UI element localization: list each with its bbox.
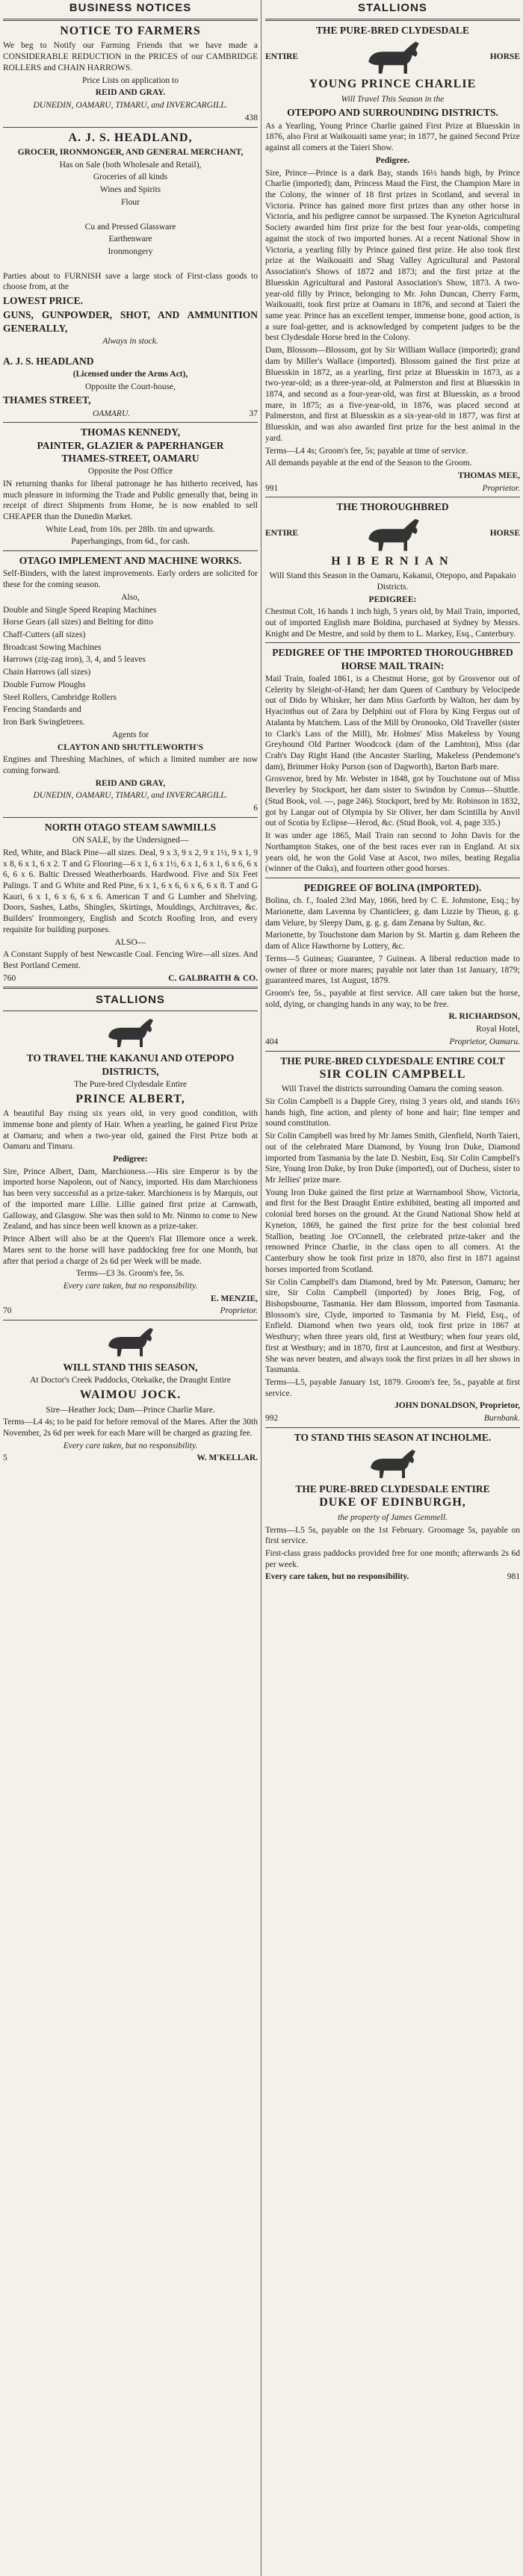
headland-item: Earthenware	[108, 235, 152, 244]
prince-charlie-district: OTEPOPO AND SURROUNDING DISTRICTS.	[287, 107, 498, 119]
hibernian-name: HIBERNIAN	[331, 554, 454, 568]
prince-charlie-title1: THE PURE-BRED CLYDESDALE	[315, 25, 470, 36]
prince-charlie-number: 991	[265, 483, 279, 493]
prince-albert-name: PRINCE ALBERT,	[75, 1092, 185, 1105]
duke-edinburgh-ad	[265, 1431, 520, 1583]
farmers-number: 438	[244, 113, 258, 122]
sawmills-body: Red, White, and Black Pine—all sizes. Deal, 9 x 3, 9 x 2, 9 x 1½, 9 x 1, 9 x 8, 6 x 1, 6 x 2. T and G Flooring—6 x 1, 6 x 1½, 6 x 1, 6 x 1, 6 x 6, 6 x 6, 6 x 6. Baltic Dressed Weatherboards. Hardwood. Five and Six Feet Palings. T and G White and Red Pine, 6 x 1, 6 x 6, 6 x 6, 6 x 8. T and G Kauri, 6 x 1, 6 x 6, 6 x 6. American T and G Lumber and Shelving. Doors, Sashes, Laths, Shingles, Skirtings, Mouldings, Architraves, &c. Builders' Ironmongery, English and Scotch Roofing Iron, and every requisite for building purposes.	[3, 848, 258, 934]
horse-icon	[363, 1445, 423, 1481]
right-column	[265, 0, 520, 1583]
otago-impl-item: Harrows (zig-zag iron), 3, 4, and 5 leaves	[3, 655, 146, 665]
waimou-owner: W. M'KELLAR.	[196, 1453, 258, 1463]
duke-name: DUKE OF EDINBURGH,	[319, 1496, 466, 1509]
headland-ad	[3, 131, 258, 420]
prince-albert-owner: E. MENZIE,	[211, 1294, 258, 1303]
otago-impl-item: Broadcast Sowing Machines	[3, 642, 102, 652]
prince-albert-breed: The Pure-bred Clydesdale Entire	[73, 1079, 188, 1089]
farmers-price-line: Price Lists on application to	[81, 75, 179, 85]
prince-charlie-title2b: HORSE	[489, 52, 520, 61]
bolina-body: Bolina, ch. f., foaled 23rd May, 1866, bred by C. E. Johnstone, Esq.; by Marionette, dam Lavenna by Chanticleer, g. dam Lizzie by Theon, g. g. dam Velure, by Sleepy Dam, g. g. g. dam Zenana by Sultan, &c.	[265, 896, 520, 928]
otago-impl-item: Horse Gears (all sizes) and Belting for ditto	[3, 618, 153, 627]
headland-town: OAMARU.	[93, 409, 131, 418]
prince-albert-ad	[3, 1014, 258, 1317]
otago-impl-item: Double Furrow Ploughs	[3, 680, 86, 689]
prince-charlie-title2a: ENTIRE	[265, 52, 299, 61]
waimou-name: WAIMOU JOCK.	[79, 1388, 182, 1402]
farmers-title: NOTICE TO FARMERS	[60, 25, 201, 37]
sawmills-also: ALSO—	[114, 937, 146, 947]
farmers-notice	[3, 24, 258, 124]
otago-impl-clayton: CLAYTON AND SHUTTLEWORTH'S	[57, 742, 204, 752]
kennedy-trade: PAINTER, GLAZIER & PAPERHANGER	[37, 439, 224, 451]
otago-impl-agents: Agents for	[112, 730, 149, 739]
headland-lowest: LOWEST PRICE.	[3, 295, 84, 307]
stallions-header-right: STALLIONS	[358, 1, 427, 14]
hibernian-stand: Will Stand this Season in the Oamaru, Kakanui, Otepopo, and Papakaio Districts.	[269, 571, 516, 592]
kennedy-ad	[3, 426, 258, 547]
sawmills-sale: ON SALE, by the Undersigned—	[72, 836, 189, 845]
prince-charlie-ad	[265, 24, 520, 494]
otago-impl-also: Also,	[121, 592, 140, 602]
prince-charlie-grazing: All demands payable at the end of the Season to the Groom.	[265, 459, 472, 468]
otago-impl-item: Iron Bark Swingletrees.	[3, 718, 85, 727]
horse-icon	[101, 1014, 161, 1050]
prince-charlie-body: As a Yearling, Young Prince Charlie gained First Prize at Bluesskin in 1876, also First at Waikouaiti same year; in 1877, he gained Second Prize against all comers at the Taieri Show.	[265, 121, 520, 153]
bolina-hotel: Royal Hotel,	[476, 1025, 520, 1034]
business-notices-header: BUSINESS NOTICES	[69, 1, 192, 14]
colin-body: Sir Colin Campbell is a Dapple Grey, rising 3 years old, and stands 16½ hands high, fine action, and plenty of bone and hair; fine temper and sound constitution.	[265, 1097, 520, 1129]
prince-charlie-pedigree-label: Pedigree.	[375, 155, 410, 165]
headland-trade: GROCER, IRONMONGER, AND GENERAL MERCHANT,	[17, 147, 244, 157]
colin-number: 992	[265, 1414, 279, 1424]
colin-name: SIR COLIN CAMPBELL	[319, 1067, 466, 1081]
headland-name: A. J. S. HEADLAND,	[68, 131, 193, 144]
otago-implement-ad	[3, 554, 258, 814]
stallions-header-left: STALLIONS	[96, 993, 165, 1007]
farmers-body: We beg to Notify our Farming Friends that we have made a CONSIDERABLE REDUCTION in the PRICES of our CAMBRIDGE ROLLERS and CHAIN HARROWS.	[3, 41, 258, 72]
horse-icon	[101, 1323, 161, 1359]
prince-albert-care: Every care taken, but no responsibility.	[63, 1281, 198, 1291]
waimou-place: At Doctor's Creek Paddocks, Otekaike, the Draught Entire	[30, 1376, 231, 1385]
headland-item: Groceries of all kinds	[93, 173, 168, 182]
kennedy-whitelead: White Lead, from 10s. per 28lb. tin and upwards.	[46, 524, 215, 534]
headland-always: Always in stock.	[102, 336, 158, 346]
sawmills-firm: C. GALBRAITH & CO.	[168, 973, 258, 983]
prince-charlie-pedigree: Sire, Prince—Prince is a dark Bay, stands 16½ hands high, by Prince Charlie (imported); dam, Princess Maud the First, the Champion Mare in the Colony, the winner of 18 first prizes in Scotland, and several in Victoria. Prince has gained more first prizes than any other horse in Victoria, and his pedigree cannot be surpassed. The Kyneton Agricultural Society awarded him first prize for the best four year-olds, competing against the stock of two imported horses. At a recent National Show in Victoria, a yearling filly by Prince gained first prize. He also took first prize at the Waikouaiti and Shag Valley Agricultural and Pastoral Association's Shows of 1872 and 1873; and the first prize at the Bluesskin Agricultural and Pastoral Association's Show, 1873. A two-year-old filly by Prince, belonging to Mr. John Duncan, Cherry Farm, Waikouaiti, took first prize at Oamaru in 1876, and second at Taieri the same year. Prince has an excellent temper, immense bone, good action, is a sure foal-getter, and is acknowledged by competent judges to be the best Clydesdale Horse bred in the Colony.	[265, 168, 520, 343]
colin-prizes: Young Iron Duke gained the first prize at Warrnambool Show, Victoria, and first for the Best Draught Entire exhibited, beating all imported and colonial bred horses on the ground. At the Grand National Show held at Kyneton, 1869, he gained the first prize for the best colonial bred Stallion, beating Joe O'Connell, the celebrated prize-taker and the renowned Prince Charlie, in the class open to all comers. At the Canterbury show he took first prize in 1870, also first in 1871 against horses imported from Scotland.	[265, 1188, 520, 1274]
colin-title: THE PURE-BRED CLYDESDALE ENTIRE COLT	[280, 1055, 505, 1067]
headland-item: Flour	[121, 197, 140, 207]
sawmills-title: NORTH OTAGO STEAM SAWMILLS	[44, 821, 217, 833]
headland-licensed: (Licensed under the Arms Act),	[72, 369, 188, 379]
otago-impl-places: DUNEDIN, OAMARU, TIMARU, and INVERCARGILL.	[33, 791, 228, 801]
mail-train-ad	[265, 646, 520, 874]
bolina-ad	[265, 881, 520, 1048]
duke-intro: TO STAND THIS SEASON AT INCHOLME.	[294, 1431, 492, 1443]
sawmills-ad	[3, 821, 258, 984]
headland-opposite: Opposite the Court-house,	[84, 382, 176, 391]
hibernian-title1: THE THOROUGHBRED	[336, 501, 449, 513]
waimou-sire: Sire—Heather Jock; Dam—Prince Charlie Mare.	[46, 1405, 215, 1415]
sawmills-number: 760	[3, 973, 16, 983]
otago-impl-item: Double and Single Speed Reaping Machines	[3, 605, 157, 615]
colin-campbell-ad	[265, 1055, 520, 1424]
waimou-care: Every care taken, but no responsibility.	[63, 1441, 198, 1450]
duke-property: the property of James Gemmell.	[338, 1512, 448, 1522]
farmers-places: DUNEDIN, OAMARU, TIMARU, and INVERCARGILL.	[33, 101, 228, 111]
mail-train-body: Mail Train, foaled 1861, is a Chestnut Horse, got by Grosvenor out of Celerity by Sleight-of-Hand; her dam Queen of Cantbury by Velocipede out of Dido by Whisker, her dam Miss Garforth by Walton, her dam by Hyacinthus out of Zara by Delphini out of Flora by King Fergus out of Atalanta by Matchem. Lass of the Mill by Oronooko, Old Traveller (sister to Clark's Lass of the Mill), Mr. Holmes' Miss Makeless by Young Greyhound Old Partner Woodcock (dam of the Lambton), Miss (dar Crab's Day Right Hand (the Ancaster Starling, Makeless (Pendemone's dam), Brimmer Hoky Purson (son of Dagworth), Barton Barb mare.	[265, 674, 520, 772]
otago-impl-item: Steel Rollers, Cambridge Rollers	[3, 692, 117, 702]
mail-train-winner: It was under age 1865, Mail Train ran second to John Davis for the Northampton Stakes, one of the best races ever ran in England. At six years old, he won the Gold Vase at Ascot, two miles, beating Regalia (winner of the Oaks), and fourteen other good horses.	[265, 831, 520, 874]
horse-icon	[360, 514, 427, 554]
otago-impl-title: OTAGO IMPLEMENT AND MACHINE WORKS.	[19, 555, 242, 567]
otago-impl-item: Fencing Standards and	[3, 705, 81, 715]
headland-guns: GUNS, GUNPOWDER, SHOT, AND AMMUNITION GENERALLY,	[3, 309, 258, 334]
hibernian-title2a: ENTIRE	[265, 529, 299, 539]
prince-charlie-role: Proprietor.	[482, 483, 520, 493]
prince-charlie-dam: Dam, Blossom—Blossom, got by Sir William Wallace (imported); grand dam by Miller's Wallace (imported). Blossom gained the first prize at Bluesskin in 1872, as a yearling, first prize at Bluesskin in 1873, as a two-year-old; as a three-year-old, at Palmerston and first at Bluesskin in 1874, and second as a four-year-old, was first at Bluesskin, as a brood mare, in 1875; as a five-year-old, in 1876, was placed second at Palmerston, and first at Bluesskin as a six-year-old in 1877, was first at Bluesskin, and was also awarded first prize for the best animal in the yard.	[265, 346, 520, 443]
mail-train-title: PEDIGREE OF THE IMPORTED THOROUGHBRED HORSE MAIL TRAIN:	[272, 647, 513, 671]
bolina-role: Proprietor, Oamaru.	[449, 1037, 520, 1046]
headland-item: Cu and Pressed Glassware	[84, 222, 176, 232]
kennedy-opposite: Opposite the Post Office	[87, 467, 173, 477]
prince-albert-role: Proprietor.	[220, 1306, 258, 1316]
prince-albert-note: Prince Albert will also be at the Queen's Flat Illemore once a week. Mares sent to the horse will have paddocking free for one Month, but after that period a charge of 2s 6d per Week will be made.	[3, 1235, 258, 1266]
kennedy-name: THOMAS KENNEDY,	[80, 426, 181, 438]
prince-albert-pedigree: Sire, Prince Albert, Dam, Marchioness.—His sire Emperor is by the imported horse Napoleon, out of Nancy, imported. His dam Marchioness has been very successful as a prize-taker. Marchioness is by Marquis, out of the imported mare Lillie. Lillie gained first prize at Carnwath, Galloway, and Glasgow. She was then sold to Mr. Ninmo to come to New Zealand, and has since been well known as a prize-taker.	[3, 1167, 258, 1232]
bolina-number: 404	[265, 1037, 279, 1046]
bolina-title: PEDIGREE OF BOLINA (IMPORTED).	[303, 881, 482, 893]
headland-furnish: Parties about to FURNISH save a large stock of First-class goods to choose from, at the	[3, 271, 258, 292]
waimou-terms: Terms—L4 4s; to be paid for before removal of the Mares. After the 30th November, 2s 6d per week for each Mare will be charged as grazing fee.	[3, 1418, 258, 1438]
bolina-marionette: Marionette, by Touchstone dam Marion by St. Martin g. dam Reheen the dam of Alice Hawthorne by Lottery, &c.	[265, 931, 520, 952]
duke-title: THE PURE-BRED CLYDESDALE ENTIRE	[295, 1483, 490, 1495]
otago-impl-clayton-body: Engines and Threshing Machines, of which a limited number are now coming forward.	[3, 755, 258, 775]
colin-travel: Will Travel the districts surrounding Oamaru the coming season.	[281, 1084, 504, 1094]
prince-albert-terms: Terms—£3 3s. Groom's fee, 5s.	[75, 1269, 185, 1279]
headland-item: Wines and Spirits	[99, 185, 161, 195]
left-column	[3, 0, 258, 1464]
prince-albert-intro: TO TRAVEL THE KAKANUI AND OTEPOPO DISTRICTS,	[26, 1052, 235, 1077]
duke-number: 981	[507, 1572, 520, 1582]
hibernian-title2b: HORSE	[489, 529, 520, 539]
colin-terms: Terms—L5, payable January 1st, 1879. Groom's fee, 5s., payable at first service.	[265, 1377, 520, 1398]
prince-charlie-travel: Will Travel This Season in the	[341, 94, 445, 104]
headland-intro: Has on Sale (both Wholesale and Retail),	[59, 160, 202, 170]
sawmills-coal: A Constant Supply of best Newcastle Coal. Fencing Wire—all sizes. And Best Portland Cement.	[3, 950, 258, 970]
headland-item: Ironmongery	[108, 247, 153, 256]
duke-care: Every care taken, but no responsibility.	[265, 1572, 409, 1582]
hibernian-pedigree-label: PEDIGREE:	[368, 595, 417, 604]
mail-train-grosvenor: Grosvenor, bred by Mr. Webster in 1848, got by Touchstone out of Miss Beverley by Stockport, her dam sister to Swindon by Comus—Shuttle. (Stud Book, vol. —, page 246). Stockport, bred by Mr. Robinson in 1832, got by Langar out of Olympia by Sir Oliver, her dam Scintilla by Anvil out of Scotia by Eclipse—Herod, &c. (Stud Book, vol. 4, page 335.)	[265, 775, 520, 828]
farmers-firm: REID AND GRAY.	[95, 88, 166, 98]
bolina-terms: Terms—5 Guineas; Guarantee, 7 Guineas. A liberal reduction made to owner of three or more mares; payable not later than 1st January, 1879; guaranteed mares, 1st August, 1879.	[265, 954, 520, 986]
waimou-intro: WILL STAND THIS SEASON,	[63, 1362, 198, 1374]
horse-icon	[360, 37, 427, 77]
colin-owner: JOHN DONALDSON, Proprietor,	[394, 1401, 520, 1411]
otago-impl-item: Chain Harrows (all sizes)	[3, 668, 91, 677]
waimou-jock-ad	[3, 1323, 258, 1464]
colin-place: Burnbank.	[483, 1414, 520, 1424]
kennedy-body: IN returning thanks for liberal patronage he has hitherto received, has much pleasure in informing the Trade and Public generally that, being in receipt of direct Shipments from Home, he is now enabled to sell CHEAPER than the Dunedin Market.	[3, 479, 258, 522]
headland-number: 37	[249, 409, 258, 418]
kennedy-street: THAMES-STREET, OAMARU	[61, 452, 199, 464]
duke-terms: Terms—L5 5s, payable on the 1st February. Groomage 5s, payable on first service.	[265, 1525, 520, 1546]
bolina-owner: R. RICHARDSON,	[448, 1012, 520, 1022]
column-divider	[261, 0, 262, 2576]
prince-albert-number: 70	[3, 1306, 12, 1316]
kennedy-paperhangings: Paperhangings, from 6d., for cash.	[71, 537, 190, 547]
waimou-number: 5	[3, 1453, 7, 1463]
prince-albert-pedigree-label: Pedigree:	[113, 1155, 148, 1164]
otago-impl-number: 6	[253, 804, 258, 813]
headland-street: THAMES STREET,	[3, 394, 91, 406]
prince-charlie-owner: THOMAS MEE,	[457, 471, 520, 480]
prince-charlie-terms: Terms—L4 4s; Groom's fee, 5s; payable at time of service.	[265, 446, 468, 456]
prince-albert-body: A beautiful Bay rising six years old, in very good condition, with immense bone and plenty of Hair. When a yearling, he gained First Prize at Oamaru; and when a two-year old, gained the First Prize both at Oamaru and Timaru.	[3, 1109, 258, 1152]
hibernian-body: Chestnut Colt, 16 hands 1 inch high, 5 years old, by Mail Train, imported, out of imported English mare Boldina, purchased at Sydney by Messrs. Knight and De Mestre, and sold by them to L. Markey, Esq., Canterbury.	[265, 607, 520, 639]
prince-charlie-name: YOUNG PRINCE CHARLIE	[309, 78, 477, 91]
otago-impl-item: Chaff-Cutters (all sizes)	[3, 630, 86, 640]
otago-impl-body: Self-Binders, with the latest improvements. Early orders are solicited for these for the coming season.	[3, 569, 258, 590]
colin-dam: Sir Colin Campbell's dam Diamond, bred by Mr. Paterson, Oamaru; her sire, Sir Colin Campbell (imported) by Jones Brig, Fog, of Bishopsbourne, Tasmania. Her dam Blossom, imported from Tasmania. Blossom's sire, Clyde, imported to Tasmania by M. Field, Esq., of Enfield. Diamond when two years old, took first prize in 1867 at Westbury; when three years old, first at Westbury; when four years old, first at Westbury; and in 1870, first at Launceston, and first at Westbury. She was never beaten, and always took the first prizes in all her shows in Tasmania.	[265, 1277, 520, 1375]
otago-impl-firm: REID AND GRAY,	[95, 778, 166, 788]
headland-name2: A. J. S. HEADLAND	[3, 355, 94, 367]
hibernian-ad	[265, 500, 520, 639]
bolina-groom: Groom's fee, 5s., payable at first service. All care taken but the horse, sold, dying, or changing hands in any way, to be free.	[265, 988, 520, 1009]
duke-grazing: First-class grass paddocks provided free for one month; afterwards 2s 6d per week.	[265, 1549, 520, 1569]
colin-sire: Sir Colin Campbell was bred by Mr James Smith, Glenfield, North Taieri, out of the celebrated Mare Diamond, by Young Iron Duke, Diamond imported from Tasmania by the late D. Nesbitt, Esq. Sir Colin Campbell's Sire, Young Iron Duke, by Iron Duke (imported), out of Duchess, sister to Mr Jellies' prize mare.	[265, 1132, 520, 1185]
